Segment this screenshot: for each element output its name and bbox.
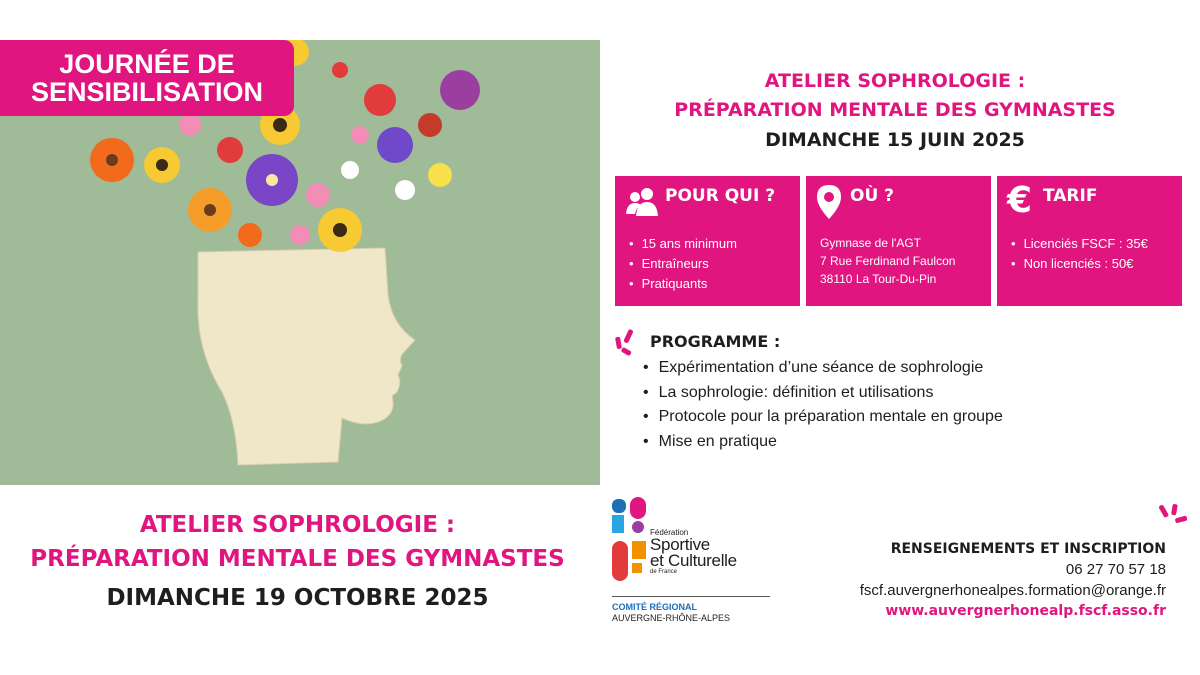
logo-divider [612, 596, 770, 597]
euro-icon: € [1007, 180, 1033, 221]
bottom-title-line2: PRÉPARATION MENTALE DES GYMNASTES [30, 546, 565, 572]
right-title-line1: ATELIER SOPHROLOGIE : [764, 70, 1026, 92]
box-price-title: TARIF [1043, 186, 1098, 206]
fscf-logo-mark [610, 495, 648, 585]
contact-email[interactable]: fscf.auvergnerhonealpes.formation@orange.fr [859, 582, 1166, 599]
box-price [997, 176, 1182, 306]
accent-marks-icon [1155, 503, 1191, 529]
box-who [615, 176, 800, 306]
box-who-title: POUR QUI ? [665, 186, 776, 206]
list-item: • 15 ans minimum [629, 234, 737, 254]
list-item: • Licenciés FSCF : 35€ [1011, 234, 1148, 254]
address-line: 7 Rue Ferdinand Faulcon [820, 254, 956, 268]
location-pin-icon [816, 184, 842, 220]
logo-comite: COMITÉ RÉGIONAL [612, 602, 697, 612]
bottom-title-date: DIMANCHE 19 OCTOBRE 2025 [106, 585, 489, 611]
address-line: 38110 La Tour-Du-Pin [820, 272, 937, 286]
logo-name-line2: et Culturelle [650, 551, 737, 570]
list-item: • Non licenciés : 50€ [1011, 254, 1148, 274]
contact-phone[interactable]: 06 27 70 57 18 [1065, 561, 1166, 578]
awareness-day-badge [0, 40, 294, 116]
fscf-logo-text [650, 528, 737, 575]
box-price-list [1011, 234, 1148, 274]
list-item: • La sophrologie: définition et utilisations [643, 381, 1003, 406]
logo-federation: Fédération [650, 528, 689, 537]
list-item: • Mise en pratique [643, 430, 1003, 455]
box-where-title: OÙ ? [850, 186, 895, 206]
right-title-line2: PRÉPARATION MENTALE DES GYMNASTES [674, 99, 1116, 121]
logo-name-line1: Sportive [650, 535, 710, 554]
logo-region: AUVERGNE-RHÔNE-ALPES [612, 613, 731, 623]
contact-website-link[interactable]: www.auvergnerhonealp.fscf.asso.fr [885, 603, 1166, 619]
address-line: Gymnase de l'AGT [820, 236, 921, 250]
contact-heading: RENSEIGNEMENTS ET INSCRIPTION [890, 541, 1166, 557]
list-item: • Expérimentation d’une séance de sophrologie [643, 356, 1003, 381]
list-item: • Pratiquants [629, 274, 737, 294]
list-item: • Entraîneurs [629, 254, 737, 274]
list-item: • Protocole pour la préparation mentale en groupe [643, 405, 1003, 430]
right-title-date: DIMANCHE 15 JUIN 2025 [765, 129, 1025, 151]
bottom-title-line1: ATELIER SOPHROLOGIE : [139, 512, 456, 538]
people-icon [625, 186, 659, 216]
logo-country: de France [650, 569, 678, 575]
badge-line1: JOURNÉE DE [59, 49, 235, 79]
box-who-list [629, 234, 737, 294]
badge-line2: SENSIBILISATION [30, 77, 264, 107]
box-where-address [820, 234, 955, 288]
accent-marks-icon [612, 327, 640, 359]
programme-list [643, 356, 1003, 454]
box-where [806, 176, 991, 306]
programme-title: PROGRAMME : [650, 332, 781, 351]
